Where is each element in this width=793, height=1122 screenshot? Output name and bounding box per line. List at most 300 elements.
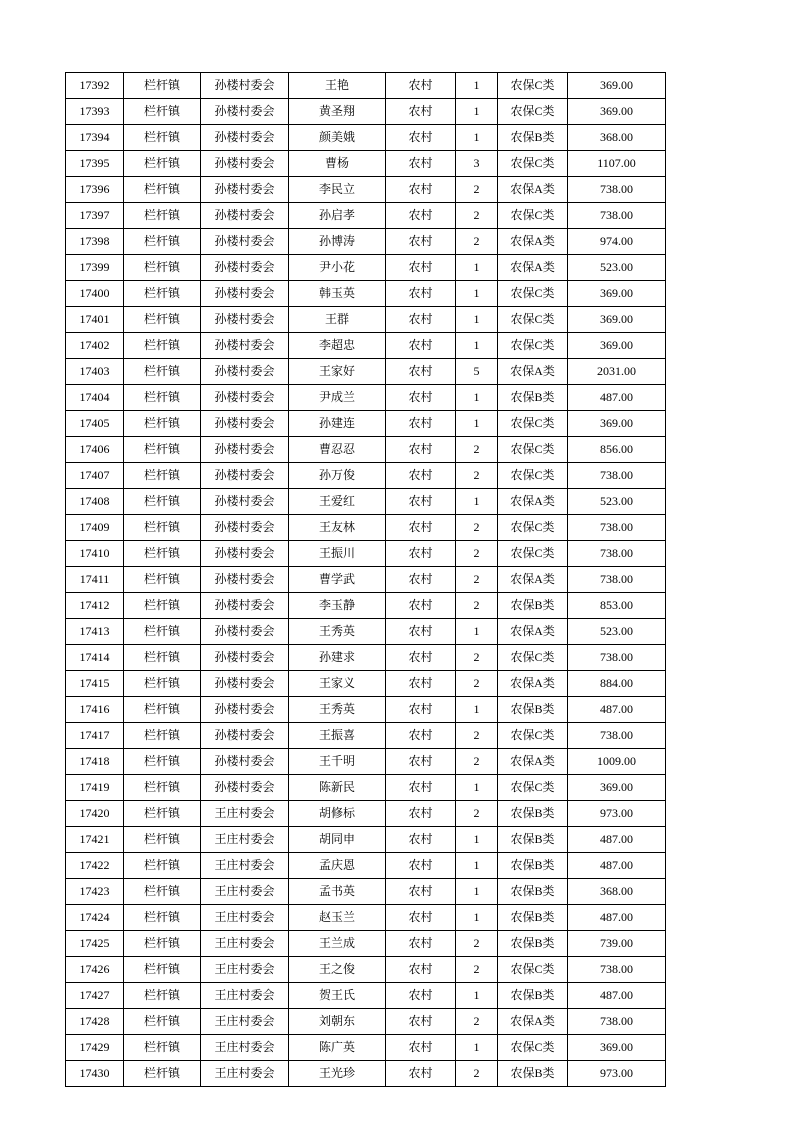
table-cell-headcount: 2 <box>456 1009 498 1035</box>
table-cell-village: 孙楼村委会 <box>201 385 289 411</box>
table-cell-town: 栏杆镇 <box>124 333 201 359</box>
table-cell-name: 孙建求 <box>289 645 386 671</box>
table-row <box>66 151 666 177</box>
table-cell-residence: 农村 <box>386 775 456 801</box>
table-cell-village: 孙楼村委会 <box>201 437 289 463</box>
table-cell-amount: 523.00 <box>568 255 666 281</box>
table-cell-insurance_class: 农保C类 <box>498 775 568 801</box>
table-cell-village: 孙楼村委会 <box>201 671 289 697</box>
table-cell-name: 尹成兰 <box>289 385 386 411</box>
table-cell-name: 颜美娥 <box>289 125 386 151</box>
table-cell-amount: 487.00 <box>568 983 666 1009</box>
table-cell-serial: 17393 <box>66 99 124 125</box>
table-cell-amount: 487.00 <box>568 697 666 723</box>
table-cell-village: 孙楼村委会 <box>201 73 289 99</box>
table-cell-town: 栏杆镇 <box>124 1035 201 1061</box>
table-row <box>66 281 666 307</box>
table-cell-insurance_class: 农保C类 <box>498 463 568 489</box>
table-cell-name: 王秀英 <box>289 619 386 645</box>
table-cell-village: 孙楼村委会 <box>201 723 289 749</box>
table-cell-amount: 487.00 <box>568 905 666 931</box>
table-cell-amount: 487.00 <box>568 385 666 411</box>
table-cell-village: 王庄村委会 <box>201 905 289 931</box>
table-row <box>66 489 666 515</box>
table-cell-residence: 农村 <box>386 437 456 463</box>
table-cell-village: 孙楼村委会 <box>201 489 289 515</box>
table-cell-serial: 17429 <box>66 1035 124 1061</box>
table-cell-town: 栏杆镇 <box>124 515 201 541</box>
table-cell-town: 栏杆镇 <box>124 437 201 463</box>
table-cell-residence: 农村 <box>386 1009 456 1035</box>
table-cell-insurance_class: 农保B类 <box>498 697 568 723</box>
table-row <box>66 645 666 671</box>
table-cell-town: 栏杆镇 <box>124 567 201 593</box>
table-cell-headcount: 1 <box>456 1035 498 1061</box>
table-cell-residence: 农村 <box>386 619 456 645</box>
table-row <box>66 1061 666 1087</box>
table-cell-village: 孙楼村委会 <box>201 645 289 671</box>
table-row <box>66 411 666 437</box>
table-cell-name: 王振川 <box>289 541 386 567</box>
table-cell-insurance_class: 农保C类 <box>498 723 568 749</box>
table-cell-headcount: 1 <box>456 983 498 1009</box>
table-row <box>66 593 666 619</box>
table-cell-amount: 738.00 <box>568 463 666 489</box>
table-row <box>66 671 666 697</box>
table-cell-headcount: 2 <box>456 567 498 593</box>
table-cell-name: 曹忍忍 <box>289 437 386 463</box>
table-cell-name: 王兰成 <box>289 931 386 957</box>
table-cell-headcount: 1 <box>456 827 498 853</box>
table-cell-village: 孙楼村委会 <box>201 177 289 203</box>
table-cell-serial: 17416 <box>66 697 124 723</box>
table-cell-serial: 17425 <box>66 931 124 957</box>
table-cell-headcount: 1 <box>456 853 498 879</box>
table-row <box>66 515 666 541</box>
table-cell-village: 王庄村委会 <box>201 879 289 905</box>
table-row <box>66 437 666 463</box>
table-cell-residence: 农村 <box>386 255 456 281</box>
table-cell-name: 孙启孝 <box>289 203 386 229</box>
table-cell-residence: 农村 <box>386 827 456 853</box>
table-cell-serial: 17403 <box>66 359 124 385</box>
table-cell-town: 栏杆镇 <box>124 1061 201 1087</box>
table-cell-town: 栏杆镇 <box>124 203 201 229</box>
table-cell-insurance_class: 农保C类 <box>498 333 568 359</box>
table-cell-residence: 农村 <box>386 905 456 931</box>
table-cell-insurance_class: 农保A类 <box>498 619 568 645</box>
table-cell-headcount: 1 <box>456 619 498 645</box>
table-cell-residence: 农村 <box>386 1061 456 1087</box>
table-cell-village: 孙楼村委会 <box>201 541 289 567</box>
table-cell-insurance_class: 农保A类 <box>498 671 568 697</box>
table-cell-amount: 738.00 <box>568 723 666 749</box>
table-cell-residence: 农村 <box>386 671 456 697</box>
table-cell-name: 曹学武 <box>289 567 386 593</box>
table-cell-town: 栏杆镇 <box>124 229 201 255</box>
table-cell-headcount: 1 <box>456 385 498 411</box>
table-cell-serial: 17396 <box>66 177 124 203</box>
table-cell-headcount: 1 <box>456 489 498 515</box>
table-cell-residence: 农村 <box>386 151 456 177</box>
table-cell-residence: 农村 <box>386 125 456 151</box>
table-cell-insurance_class: 农保B类 <box>498 879 568 905</box>
table-cell-insurance_class: 农保C类 <box>498 1035 568 1061</box>
table-cell-headcount: 2 <box>456 749 498 775</box>
table-cell-amount: 369.00 <box>568 333 666 359</box>
table-cell-residence: 农村 <box>386 489 456 515</box>
table-cell-town: 栏杆镇 <box>124 879 201 905</box>
table-cell-town: 栏杆镇 <box>124 541 201 567</box>
table-cell-name: 王艳 <box>289 73 386 99</box>
table-cell-serial: 17414 <box>66 645 124 671</box>
table-cell-headcount: 1 <box>456 99 498 125</box>
table-cell-residence: 农村 <box>386 359 456 385</box>
table-cell-amount: 369.00 <box>568 307 666 333</box>
table-cell-serial: 17395 <box>66 151 124 177</box>
table-cell-headcount: 2 <box>456 723 498 749</box>
table-cell-headcount: 2 <box>456 593 498 619</box>
table-cell-village: 孙楼村委会 <box>201 255 289 281</box>
table-cell-insurance_class: 农保B类 <box>498 1061 568 1087</box>
table-cell-serial: 17392 <box>66 73 124 99</box>
table-row <box>66 957 666 983</box>
table-cell-insurance_class: 农保C类 <box>498 73 568 99</box>
table-cell-town: 栏杆镇 <box>124 957 201 983</box>
table-cell-serial: 17408 <box>66 489 124 515</box>
table-cell-amount: 369.00 <box>568 281 666 307</box>
table-cell-village: 王庄村委会 <box>201 1009 289 1035</box>
table-cell-village: 孙楼村委会 <box>201 359 289 385</box>
table-cell-serial: 17412 <box>66 593 124 619</box>
table-row <box>66 229 666 255</box>
table-cell-residence: 农村 <box>386 541 456 567</box>
table-cell-residence: 农村 <box>386 723 456 749</box>
table-cell-amount: 856.00 <box>568 437 666 463</box>
table-cell-town: 栏杆镇 <box>124 723 201 749</box>
table-cell-amount: 2031.00 <box>568 359 666 385</box>
table-cell-village: 孙楼村委会 <box>201 567 289 593</box>
table-cell-name: 王爱红 <box>289 489 386 515</box>
table-cell-name: 陈广英 <box>289 1035 386 1061</box>
table-cell-headcount: 2 <box>456 957 498 983</box>
table-cell-insurance_class: 农保C类 <box>498 437 568 463</box>
table-cell-insurance_class: 农保A类 <box>498 255 568 281</box>
table-cell-town: 栏杆镇 <box>124 983 201 1009</box>
table-cell-town: 栏杆镇 <box>124 749 201 775</box>
table-cell-amount: 973.00 <box>568 1061 666 1087</box>
table-cell-village: 王庄村委会 <box>201 957 289 983</box>
table-cell-amount: 369.00 <box>568 73 666 99</box>
table-cell-insurance_class: 农保C类 <box>498 307 568 333</box>
table-cell-serial: 17404 <box>66 385 124 411</box>
table-cell-village: 孙楼村委会 <box>201 229 289 255</box>
table-cell-serial: 17409 <box>66 515 124 541</box>
table-cell-insurance_class: 农保C类 <box>498 515 568 541</box>
table-cell-name: 韩玉英 <box>289 281 386 307</box>
table-cell-residence: 农村 <box>386 593 456 619</box>
table-row <box>66 99 666 125</box>
table-cell-town: 栏杆镇 <box>124 489 201 515</box>
table-cell-name: 王振喜 <box>289 723 386 749</box>
table-cell-insurance_class: 农保B类 <box>498 931 568 957</box>
table-cell-headcount: 1 <box>456 905 498 931</box>
table-cell-village: 孙楼村委会 <box>201 333 289 359</box>
table-cell-serial: 17405 <box>66 411 124 437</box>
table-cell-town: 栏杆镇 <box>124 255 201 281</box>
table-cell-residence: 农村 <box>386 515 456 541</box>
table-cell-village: 孙楼村委会 <box>201 593 289 619</box>
table-cell-residence: 农村 <box>386 645 456 671</box>
table-cell-amount: 738.00 <box>568 515 666 541</box>
table-cell-residence: 农村 <box>386 697 456 723</box>
table-cell-town: 栏杆镇 <box>124 697 201 723</box>
table-cell-residence: 农村 <box>386 229 456 255</box>
table-row <box>66 125 666 151</box>
table-cell-headcount: 2 <box>456 177 498 203</box>
table-cell-village: 王庄村委会 <box>201 827 289 853</box>
table-row <box>66 801 666 827</box>
table-cell-headcount: 2 <box>456 801 498 827</box>
table-cell-serial: 17423 <box>66 879 124 905</box>
table-cell-insurance_class: 农保C类 <box>498 541 568 567</box>
table-cell-insurance_class: 农保B类 <box>498 385 568 411</box>
table-cell-residence: 农村 <box>386 463 456 489</box>
table-cell-insurance_class: 农保A类 <box>498 359 568 385</box>
table-cell-village: 王庄村委会 <box>201 1061 289 1087</box>
table-cell-residence: 农村 <box>386 749 456 775</box>
table-cell-amount: 738.00 <box>568 645 666 671</box>
table-cell-town: 栏杆镇 <box>124 593 201 619</box>
table-cell-residence: 农村 <box>386 1035 456 1061</box>
table-row <box>66 203 666 229</box>
table-cell-insurance_class: 农保A类 <box>498 567 568 593</box>
table-cell-serial: 17399 <box>66 255 124 281</box>
table-row <box>66 749 666 775</box>
table-row <box>66 541 666 567</box>
table-cell-village: 孙楼村委会 <box>201 749 289 775</box>
table-cell-serial: 17428 <box>66 1009 124 1035</box>
table-cell-village: 王庄村委会 <box>201 983 289 1009</box>
table-cell-insurance_class: 农保C类 <box>498 99 568 125</box>
table-cell-insurance_class: 农保A类 <box>498 229 568 255</box>
table-cell-town: 栏杆镇 <box>124 125 201 151</box>
table-row <box>66 359 666 385</box>
table-cell-insurance_class: 农保A类 <box>498 1009 568 1035</box>
table-cell-village: 孙楼村委会 <box>201 619 289 645</box>
table-cell-name: 陈新民 <box>289 775 386 801</box>
table-cell-serial: 17422 <box>66 853 124 879</box>
table-row <box>66 333 666 359</box>
table-cell-serial: 17426 <box>66 957 124 983</box>
table-cell-name: 王家好 <box>289 359 386 385</box>
table-cell-insurance_class: 农保B类 <box>498 853 568 879</box>
table-row <box>66 827 666 853</box>
table-row <box>66 983 666 1009</box>
table-cell-village: 孙楼村委会 <box>201 515 289 541</box>
table-cell-insurance_class: 农保A类 <box>498 177 568 203</box>
table-cell-town: 栏杆镇 <box>124 463 201 489</box>
table-cell-headcount: 1 <box>456 281 498 307</box>
table-cell-name: 王群 <box>289 307 386 333</box>
table-cell-town: 栏杆镇 <box>124 411 201 437</box>
table-cell-amount: 523.00 <box>568 619 666 645</box>
table-cell-headcount: 2 <box>456 463 498 489</box>
table-cell-residence: 农村 <box>386 177 456 203</box>
table-cell-name: 曹杨 <box>289 151 386 177</box>
table-cell-name: 王之俊 <box>289 957 386 983</box>
table-cell-town: 栏杆镇 <box>124 827 201 853</box>
table-cell-name: 孟庆恩 <box>289 853 386 879</box>
table-cell-town: 栏杆镇 <box>124 801 201 827</box>
table-cell-serial: 17401 <box>66 307 124 333</box>
table-cell-serial: 17421 <box>66 827 124 853</box>
table-cell-amount: 738.00 <box>568 203 666 229</box>
table-cell-residence: 农村 <box>386 879 456 905</box>
table-cell-headcount: 2 <box>456 437 498 463</box>
table-cell-serial: 17427 <box>66 983 124 1009</box>
table-cell-name: 李民立 <box>289 177 386 203</box>
table-cell-village: 孙楼村委会 <box>201 99 289 125</box>
table-cell-insurance_class: 农保B类 <box>498 593 568 619</box>
table-cell-serial: 17407 <box>66 463 124 489</box>
table-cell-insurance_class: 农保A类 <box>498 489 568 515</box>
table-cell-residence: 农村 <box>386 853 456 879</box>
table-cell-town: 栏杆镇 <box>124 73 201 99</box>
table-cell-town: 栏杆镇 <box>124 645 201 671</box>
table-cell-residence: 农村 <box>386 931 456 957</box>
table-cell-headcount: 1 <box>456 775 498 801</box>
table-cell-amount: 974.00 <box>568 229 666 255</box>
table-cell-village: 王庄村委会 <box>201 931 289 957</box>
table-cell-residence: 农村 <box>386 385 456 411</box>
table-row <box>66 879 666 905</box>
table-cell-insurance_class: 农保C类 <box>498 411 568 437</box>
table-cell-amount: 973.00 <box>568 801 666 827</box>
table-cell-amount: 738.00 <box>568 1009 666 1035</box>
table-cell-village: 王庄村委会 <box>201 801 289 827</box>
table-cell-headcount: 2 <box>456 671 498 697</box>
table-row <box>66 853 666 879</box>
table-row <box>66 1009 666 1035</box>
table-row <box>66 463 666 489</box>
table-cell-residence: 农村 <box>386 957 456 983</box>
table-row <box>66 73 666 99</box>
table-cell-insurance_class: 农保B类 <box>498 801 568 827</box>
table-cell-name: 黄圣翔 <box>289 99 386 125</box>
table-row <box>66 697 666 723</box>
table-cell-residence: 农村 <box>386 567 456 593</box>
table-cell-name: 贺王氏 <box>289 983 386 1009</box>
table-cell-serial: 17394 <box>66 125 124 151</box>
table-row <box>66 307 666 333</box>
table-cell-headcount: 1 <box>456 125 498 151</box>
table-cell-town: 栏杆镇 <box>124 671 201 697</box>
table-cell-town: 栏杆镇 <box>124 385 201 411</box>
table-cell-village: 孙楼村委会 <box>201 151 289 177</box>
table-cell-serial: 17419 <box>66 775 124 801</box>
table-cell-serial: 17402 <box>66 333 124 359</box>
table-cell-insurance_class: 农保C类 <box>498 645 568 671</box>
table-cell-name: 孙万俊 <box>289 463 386 489</box>
table-cell-name: 刘朝东 <box>289 1009 386 1035</box>
table-cell-town: 栏杆镇 <box>124 281 201 307</box>
table-row <box>66 1035 666 1061</box>
table-cell-amount: 487.00 <box>568 827 666 853</box>
table-row <box>66 723 666 749</box>
table-cell-insurance_class: 农保A类 <box>498 749 568 775</box>
table-cell-name: 孟书英 <box>289 879 386 905</box>
table-cell-serial: 17417 <box>66 723 124 749</box>
table-cell-amount: 523.00 <box>568 489 666 515</box>
table-cell-amount: 369.00 <box>568 411 666 437</box>
table-cell-name: 王家义 <box>289 671 386 697</box>
table-cell-headcount: 2 <box>456 645 498 671</box>
table-cell-amount: 1107.00 <box>568 151 666 177</box>
table-cell-serial: 17424 <box>66 905 124 931</box>
table-row <box>66 619 666 645</box>
table-cell-headcount: 2 <box>456 1061 498 1087</box>
table-cell-amount: 884.00 <box>568 671 666 697</box>
table-cell-headcount: 1 <box>456 255 498 281</box>
table-cell-headcount: 1 <box>456 697 498 723</box>
table-cell-village: 王庄村委会 <box>201 853 289 879</box>
table-cell-amount: 1009.00 <box>568 749 666 775</box>
table-cell-serial: 17411 <box>66 567 124 593</box>
table-cell-residence: 农村 <box>386 73 456 99</box>
table-cell-serial: 17397 <box>66 203 124 229</box>
table-cell-residence: 农村 <box>386 203 456 229</box>
table-cell-name: 王光珍 <box>289 1061 386 1087</box>
table-cell-amount: 368.00 <box>568 879 666 905</box>
table-cell-headcount: 2 <box>456 541 498 567</box>
table-body <box>66 73 666 1087</box>
table-cell-name: 赵玉兰 <box>289 905 386 931</box>
table-cell-village: 王庄村委会 <box>201 1035 289 1061</box>
table-cell-town: 栏杆镇 <box>124 775 201 801</box>
table-cell-village: 孙楼村委会 <box>201 125 289 151</box>
table-cell-name: 王秀英 <box>289 697 386 723</box>
table-cell-amount: 738.00 <box>568 177 666 203</box>
table-cell-residence: 农村 <box>386 983 456 1009</box>
table-row <box>66 177 666 203</box>
table-cell-amount: 368.00 <box>568 125 666 151</box>
table-cell-village: 孙楼村委会 <box>201 697 289 723</box>
table-cell-village: 孙楼村委会 <box>201 307 289 333</box>
table-cell-headcount: 1 <box>456 73 498 99</box>
table-cell-serial: 17430 <box>66 1061 124 1087</box>
table-cell-amount: 369.00 <box>568 99 666 125</box>
table-cell-residence: 农村 <box>386 411 456 437</box>
table-cell-insurance_class: 农保B类 <box>498 125 568 151</box>
table-cell-insurance_class: 农保B类 <box>498 827 568 853</box>
table-cell-village: 孙楼村委会 <box>201 463 289 489</box>
table-cell-insurance_class: 农保B类 <box>498 983 568 1009</box>
table-cell-amount: 739.00 <box>568 931 666 957</box>
table-cell-residence: 农村 <box>386 333 456 359</box>
table-cell-serial: 17415 <box>66 671 124 697</box>
table-cell-residence: 农村 <box>386 281 456 307</box>
table-cell-town: 栏杆镇 <box>124 619 201 645</box>
table-cell-residence: 农村 <box>386 99 456 125</box>
table-cell-headcount: 2 <box>456 515 498 541</box>
table-cell-residence: 农村 <box>386 801 456 827</box>
table-cell-serial: 17410 <box>66 541 124 567</box>
table-cell-name: 孙建连 <box>289 411 386 437</box>
table-cell-village: 孙楼村委会 <box>201 203 289 229</box>
table-cell-amount: 738.00 <box>568 957 666 983</box>
table-cell-town: 栏杆镇 <box>124 359 201 385</box>
